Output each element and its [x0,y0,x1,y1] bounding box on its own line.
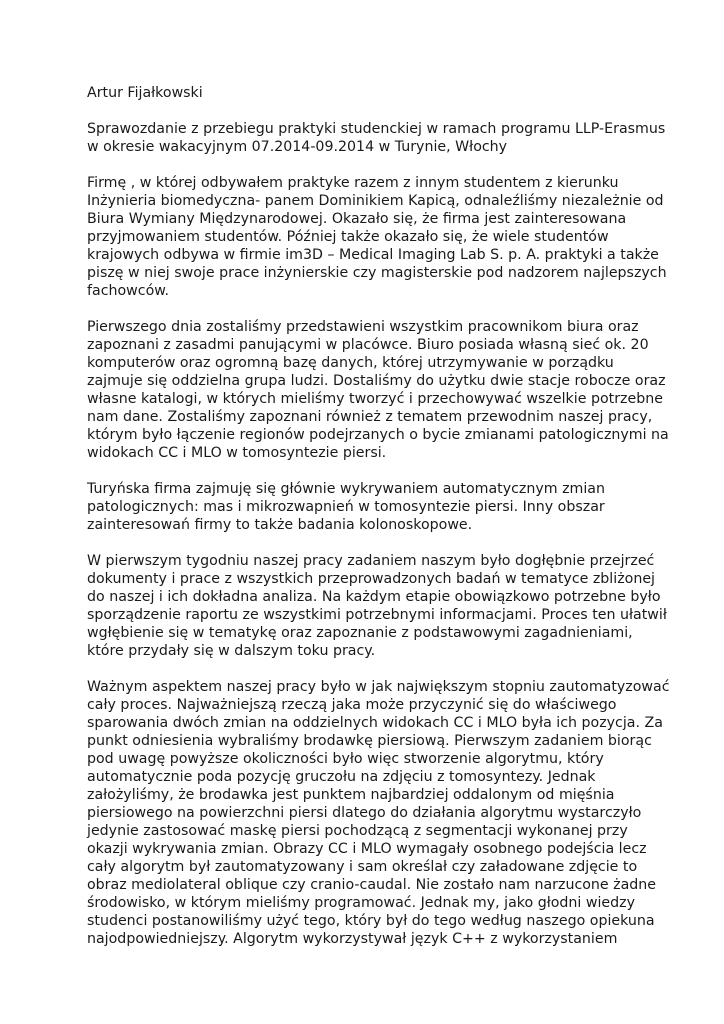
document-body [87,84,670,966]
text-line: środowisko, w którym mieliśmy programować. Jednak my, jako głodni wiedzy [87,895,635,911]
text-line: studenci postanowiliśmy użyć tego, który był do tego według naszego opiekuna [87,913,655,929]
text-line: do naszej i ich dokładna analiza. Na każdym etapie obowiązkowo potrzebne było [87,589,661,605]
text-line: najodpowiedniejszy. Algorytm wykorzystywał język C++ z wykorzystaniem [87,931,618,947]
text-line: dokumenty i prace z wszystkich przeprowadzonych badań w tematyce zbliżonej [87,571,655,587]
title-line: Sprawozdanie z przebiegu praktyki studenckiej w ramach programu LLP-Erasmus [87,121,666,137]
text-line: piersiowego na powierzchni piersi dlatego do działania algorytmu wystarczyło [87,805,642,821]
text-line: fachowców. [87,283,170,299]
text-line: punkt odniesienia wybraliśmy brodawkę piersiową. Pierwszym zadaniem biorąc [87,733,652,749]
paragraph-first-week [87,552,667,660]
text-line: zajmuje się oddzielna grupa ludzi. Dostaliśmy do użytku dwie stacje robocze oraz [87,373,666,389]
text-line: Turyńska firma zajmuję się głównie wykrywaniem automatycznym zmian [87,481,605,497]
text-line: obraz mediolateral oblique czy cranio-caudal. Nie zostało nam narzucone żadne [87,877,657,893]
text-line: krajowych odbywa w firmie im3D – Medical Imaging Lab S. p. A. praktyki a także [87,247,659,263]
text-line: nam dane. Zostaliśmy zapoznani również z tematem przewodnim naszej pracy, [87,409,653,425]
text-line: okazji wykrywania zmian. Obrazy CC i MLO wymagały osobnego podejścia lecz [87,841,647,857]
text-line: sporządzenie raportu ze wszystkimi potrzebnymi informacjami. Proces ten ułatwił [87,607,667,623]
text-line: piszę w niej swoje prace inżynierskie czy magisterskie pod nadzorem najlepszych [87,265,667,281]
author-line: Artur Fijałkowski [87,85,203,101]
text-line: własne katalogi, w których mieliśmy tworzyć i przechowywać wszelkie potrzebne [87,391,663,407]
report-title [87,120,666,156]
text-line: widokach CC i MLO w tomosyntezie piersi. [87,445,387,461]
text-line: Biura Wymiany Międzynarodowej. Okazało się, że firma jest zainteresowana [87,211,627,227]
text-line: pod uwagę powyższe okoliczności było więc stworzenie algorytmu, który [87,751,604,767]
paragraph-first-day [87,318,669,462]
paragraph-company [87,174,667,300]
text-line: jedynie zastosować maskę piersi pochodzącą z segmentacji wykonanej przy [87,823,628,839]
text-line: W pierwszym tygodniu naszej pracy zadaniem naszym było dogłębnie przejrzeć [87,553,655,569]
text-line: automatycznie poda pozycję gruczołu na zdjęciu z tomosyntezy. Jednak [87,769,596,785]
text-line: założyliśmy, że brodawka jest punktem najbardziej oddalonym od mięśnia [87,787,615,803]
text-line: wgłębienie się w tematykę oraz zapoznanie z podstawowymi zagadnieniami, [87,625,633,641]
text-line: Ważnym aspektem naszej pracy było w jak największym stopniu zautomatyzować [87,679,670,695]
paragraph-automation [87,678,670,948]
text-line: Pierwszego dnia zostaliśmy przedstawieni wszystkim pracownikom biura oraz [87,319,639,335]
text-line: którym było łączenie regionów podejrzanych o bycie zmianami patologicznymi na [87,427,669,443]
text-line: zainteresowań firmy to także badania kolonoskopowe. [87,517,473,533]
text-line: Inżynieria biomedyczna- panem Dominikiem Kapicą, odnaleźliśmy niezależnie od [87,193,664,209]
text-line: które przydały się w dalszym toku pracy. [87,643,376,659]
text-line: Firmę , w której odbywałem praktyke razem z innym studentem z kierunku [87,175,619,191]
author-name [87,84,647,102]
text-line: cały proces. Najważniejszą rzeczą jaka może przyczynić się do właściwego [87,697,617,713]
text-line: cały algorytm był zautomatyzowany i sam określał czy załadowane zdjęcie to [87,859,638,875]
text-line: zapoznani z zasadmi panującymi w placówce. Biuro posiada własną sieć ok. 20 [87,337,649,353]
text-line: patologicznych: mas i mikrozwapnień w tomosyntezie piersi. Inny obszar [87,499,605,515]
paragraph-company-focus [87,480,647,534]
text-line: sparowania dwóch zmian na oddzielnych widokach CC i MLO była ich pozycja. Za [87,715,663,731]
text-line: komputerów oraz ogromną bazę danych, której utrzymywanie w porządku [87,355,614,371]
text-line: przyjmowaniem studentów. Później także okazało się, że wiele studentów [87,229,609,245]
title-line: w okresie wakacyjnym 07.2014-09.2014 w Turynie, Włochy [87,139,508,155]
